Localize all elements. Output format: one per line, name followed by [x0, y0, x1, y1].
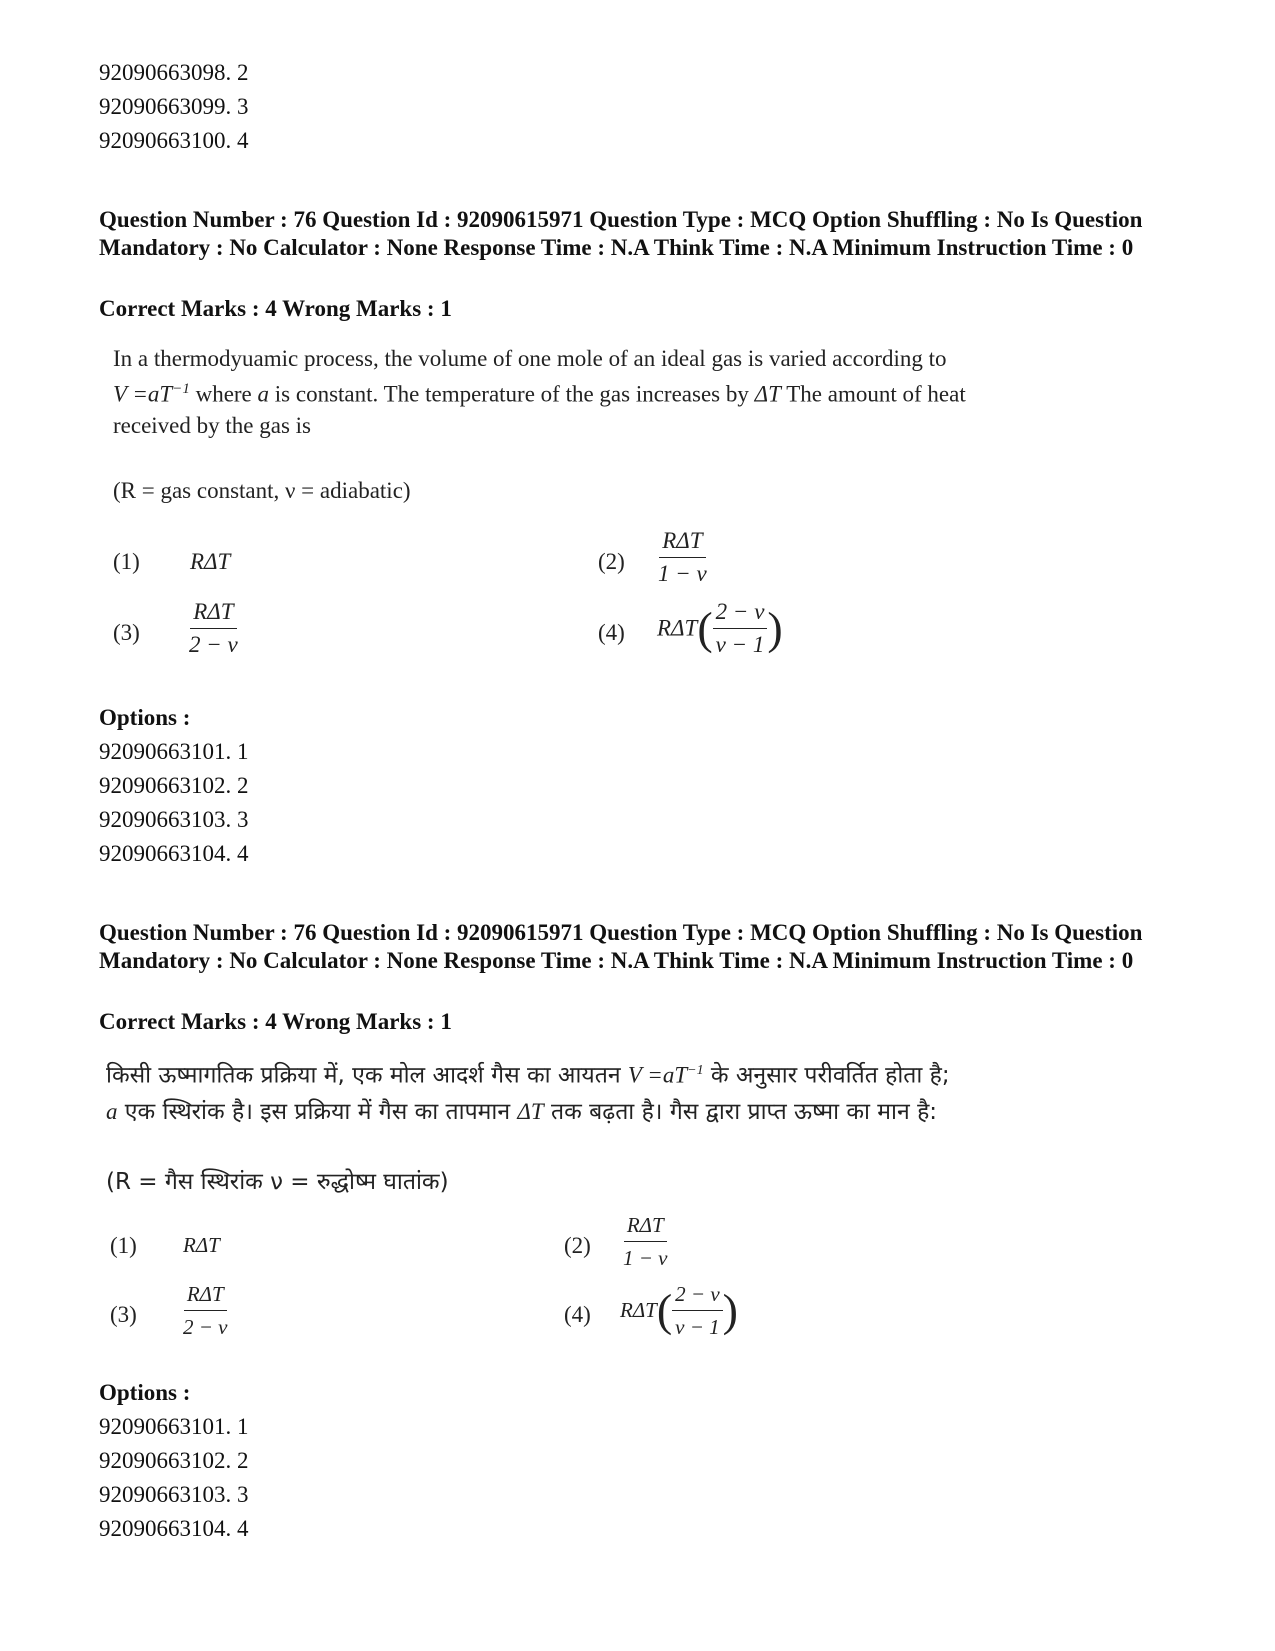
question-text	[106, 1052, 950, 1130]
choice-4-expression: RΔT( $\frac{2 - \nu}{\nu - 1}$ )	[657, 599, 783, 657]
question-marks: Correct Marks : 4 Wrong Marks : 1	[99, 296, 452, 321]
choice-4-label: (4)	[598, 620, 625, 645]
option-id-line: 92090663103. 3	[99, 1482, 249, 1507]
question-given: (R = gas constant, ν = adiabatic)	[113, 478, 411, 503]
option-id-line: 92090663098. 2	[99, 60, 249, 85]
question-text-line: received by the gas is	[113, 412, 311, 438]
question-header: Question Number : 76 Question Id : 92090615971 Question Type : MCQ Option Shuffling : No Is Question Mandatory : No Calculator : None Response Time : N.A Think Time : N.A Minimum Instruction Time : 0	[99, 920, 1143, 973]
question-text-line: In a thermodyuamic process, the volume of one mole of an ideal gas is varied according to	[113, 346, 947, 371]
option-id-line: 92090663103. 3	[99, 807, 249, 832]
choice-4-label: (4)	[564, 1302, 591, 1327]
options-label: Options :	[99, 1380, 191, 1405]
question-text	[113, 343, 966, 441]
question-text-line: a एक स्थिरांक है। इस प्रक्रिया में गैस का तापमान ΔT तक बढ़ता है। गैस द्वारा प्राप्त ऊष्मा का मान है:	[106, 1098, 938, 1125]
choice-3-expression: $\frac{\text{RΔT}}{2 - \nu}$	[189, 599, 238, 657]
question-given: (R = गैस स्थिरांक ν = रुद्धोष्म घातांक)	[106, 1169, 449, 1195]
option-id-line: 92090663102. 2	[99, 1448, 249, 1473]
question-text-line: $V =aT^{-1}$ where a is constant. The temperature of the gas increases by ΔT The amount of heat	[113, 381, 966, 407]
option-id-line: 92090663102. 2	[99, 773, 249, 798]
question-text-line: किसी ऊष्मागतिक प्रक्रिया में, एक मोल आदर्श गैस का आयतन $V =aT^{-1}$ के अनुसार परीवर्तित होता है;	[106, 1062, 950, 1089]
choice-2-label: (2)	[598, 549, 625, 574]
question-header: Question Number : 76 Question Id : 92090615971 Question Type : MCQ Option Shuffling : No Is Question Mandatory : No Calculator : None Response Time : N.A Think Time : N.A Minimum Instruction Time : 0	[99, 207, 1143, 260]
option-id-line: 92090663101. 1	[99, 1414, 249, 1439]
choice-1-label: (1)	[110, 1233, 137, 1258]
choice-4-expression: RΔT( $\frac{2 - \nu}{\nu - 1}$ )	[620, 1282, 738, 1339]
choice-1-expression: RΔT	[190, 549, 231, 574]
choice-3-label: (3)	[113, 620, 140, 645]
options-section	[99, 701, 249, 871]
choice-3-label: (3)	[110, 1302, 137, 1327]
options-label: Options :	[99, 705, 191, 730]
choice-1-expression: RΔT	[183, 1233, 220, 1257]
option-id-line: 92090663099. 3	[99, 94, 249, 119]
choice-2-expression: $\frac{\text{RΔT}}{1 - \nu}$	[623, 1213, 668, 1270]
option-id-line: 92090663100. 4	[99, 128, 249, 153]
option-id-line: 92090663104. 4	[99, 1516, 249, 1541]
option-id-line: 92090663104. 4	[99, 841, 249, 866]
option-id-line: 92090663101. 1	[99, 739, 249, 764]
options-section	[99, 1376, 249, 1546]
choice-2-label: (2)	[564, 1233, 591, 1258]
question-marks: Correct Marks : 4 Wrong Marks : 1	[99, 1009, 452, 1034]
choice-3-expression: $\frac{\text{RΔT}}{2 - \nu}$	[183, 1282, 228, 1339]
choice-1-label: (1)	[113, 549, 140, 574]
choice-2-expression: $\frac{\text{RΔT}}{1 - \nu}$	[658, 528, 707, 586]
top-options-list	[99, 56, 249, 158]
